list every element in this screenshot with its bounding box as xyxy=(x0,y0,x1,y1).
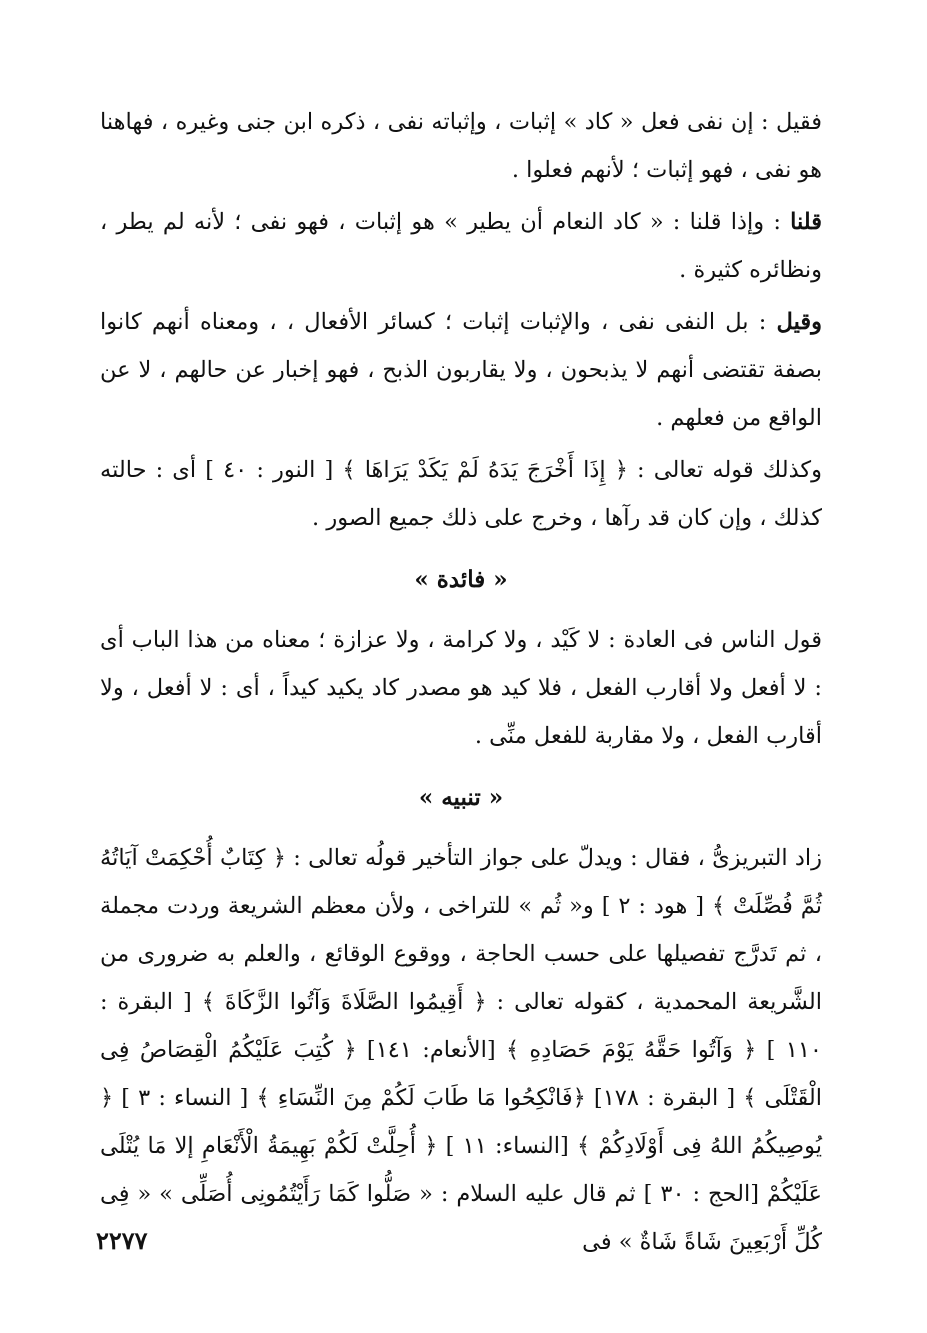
section-heading-tanbih: « تنبيه » xyxy=(418,784,504,811)
paragraph-lead: وقيل xyxy=(776,309,822,335)
page-body xyxy=(100,98,822,1270)
paragraph-lead: قلنا xyxy=(790,209,822,235)
paragraph-text: زاد التبريزىُّ ، فقال : ويدلّ على جواز التأخير قولُه تعالى : ﴿ كِتَابٌ أُحْكِمَتْ آيَاتُهُ ثُمَّ فُصِّلَتْ ﴾ [ هود : ٢ ] و« ثُم » للتراخى ، ولأن معظم الشريعة وردت مجملة ، ثم تَدرَّج تفصيلها على حسب الحاجة ، ووقوع الوقائع ، والعلم به ضرورى من الشَّريعة المحمدية ، كقوله تعالى : ﴿ أَقِيمُوا الصَّلَاةَ وَآتُوا الزَّكَاةَ ﴾ [ البقرة : ١١٠ ] ﴿ وَآتُوا حَقَّهُ يَوْمَ حَصَادِهِ ﴾ [الأنعام: ١٤١] ﴿ كُتِبَ عَلَيْكُمُ الْقِصَاصُ فِى الْقَتْلَى ﴾ [ البقرة : ١٧٨] ﴿فَانْكِحُوا مَا طَابَ لَكُمْ مِنَ النِّسَاءِ ﴾ [ النساء : ٣ ] ﴿ يُوصِيكُمُ اللهُ فِى أَوْلَادِكُمْ ﴾ [النساء: ١١ ] ﴿ أُحِلَّتْ لَكُمْ بَهِيمَةُ الْأَنْعَامِ إلا مَا يُتْلَى عَلَيْكُمْ [الحج : ٣٠ ] ثم قال عليه السلام : « صَلُّوا كَمَا رَأَيْتُمُونِى أُصَلِّى » « فِى كُلِّ أَرْبَعِينَ شَاةً شَاةٌ » فى xyxy=(100,845,822,1255)
paragraph-text: فقيل : إن نفى فعل « كاد » إثبات ، وإثباته نفى ، ذكره ابن جنى وغيره ، فهاهنا هو نفى ، فهو إثبات ؛ لأنهم فعلوا . xyxy=(100,109,822,183)
paragraph-4 xyxy=(100,446,822,542)
paragraph-text: قول الناس فى العادة : لا كَيْد ، ولا كرامة ، ولا عزازة ؛ معناه من هذا الباب أى : لا أفعل ولا أقارب الفعل ، فلا كيد هو مصدر كاد يكيد كيداً ، أى : لا أفعل ، ولا أقارب الفعل ، ولا مقاربة للفعل منِّى . xyxy=(100,627,822,749)
section-heading-faida: « فائدة » xyxy=(414,566,508,593)
paragraph-2 xyxy=(100,198,822,294)
paragraph-5 xyxy=(100,616,822,760)
paragraph-1 xyxy=(100,98,822,194)
paragraph-6 xyxy=(100,834,822,1266)
paragraph-text: وكذلك قوله تعالى : ﴿ إِذَا أَخْرَجَ يَدَهُ لَمْ يَكَدْ يَرَاهَا ﴾ [ النور : ٤٠ ] أى : حالته كذلك ، وإن كان قد رآها ، وخرج على ذلك جميع الصور . xyxy=(100,457,822,531)
paragraph-3 xyxy=(100,298,822,442)
paragraph-text: : بل النفى نفى ، والإثبات إثبات ؛ كسائر الأفعال ، ، ومعناه أنهم كانوا بصفة تقتضى أنهم لا يذبحون ، ولا يقاربون الذبح ، فهو إخبار عن حالهم ، لا عن الواقع من فعلهم . xyxy=(100,309,822,431)
page-number: ٢٢٧٧ xyxy=(96,1226,148,1255)
paragraph-text: : وإذا قلنا : « كاد النعام أن يطير » هو إثبات ، فهو نفى ؛ لأنه لم يطر ، ونظائره كثيرة . xyxy=(100,209,822,283)
